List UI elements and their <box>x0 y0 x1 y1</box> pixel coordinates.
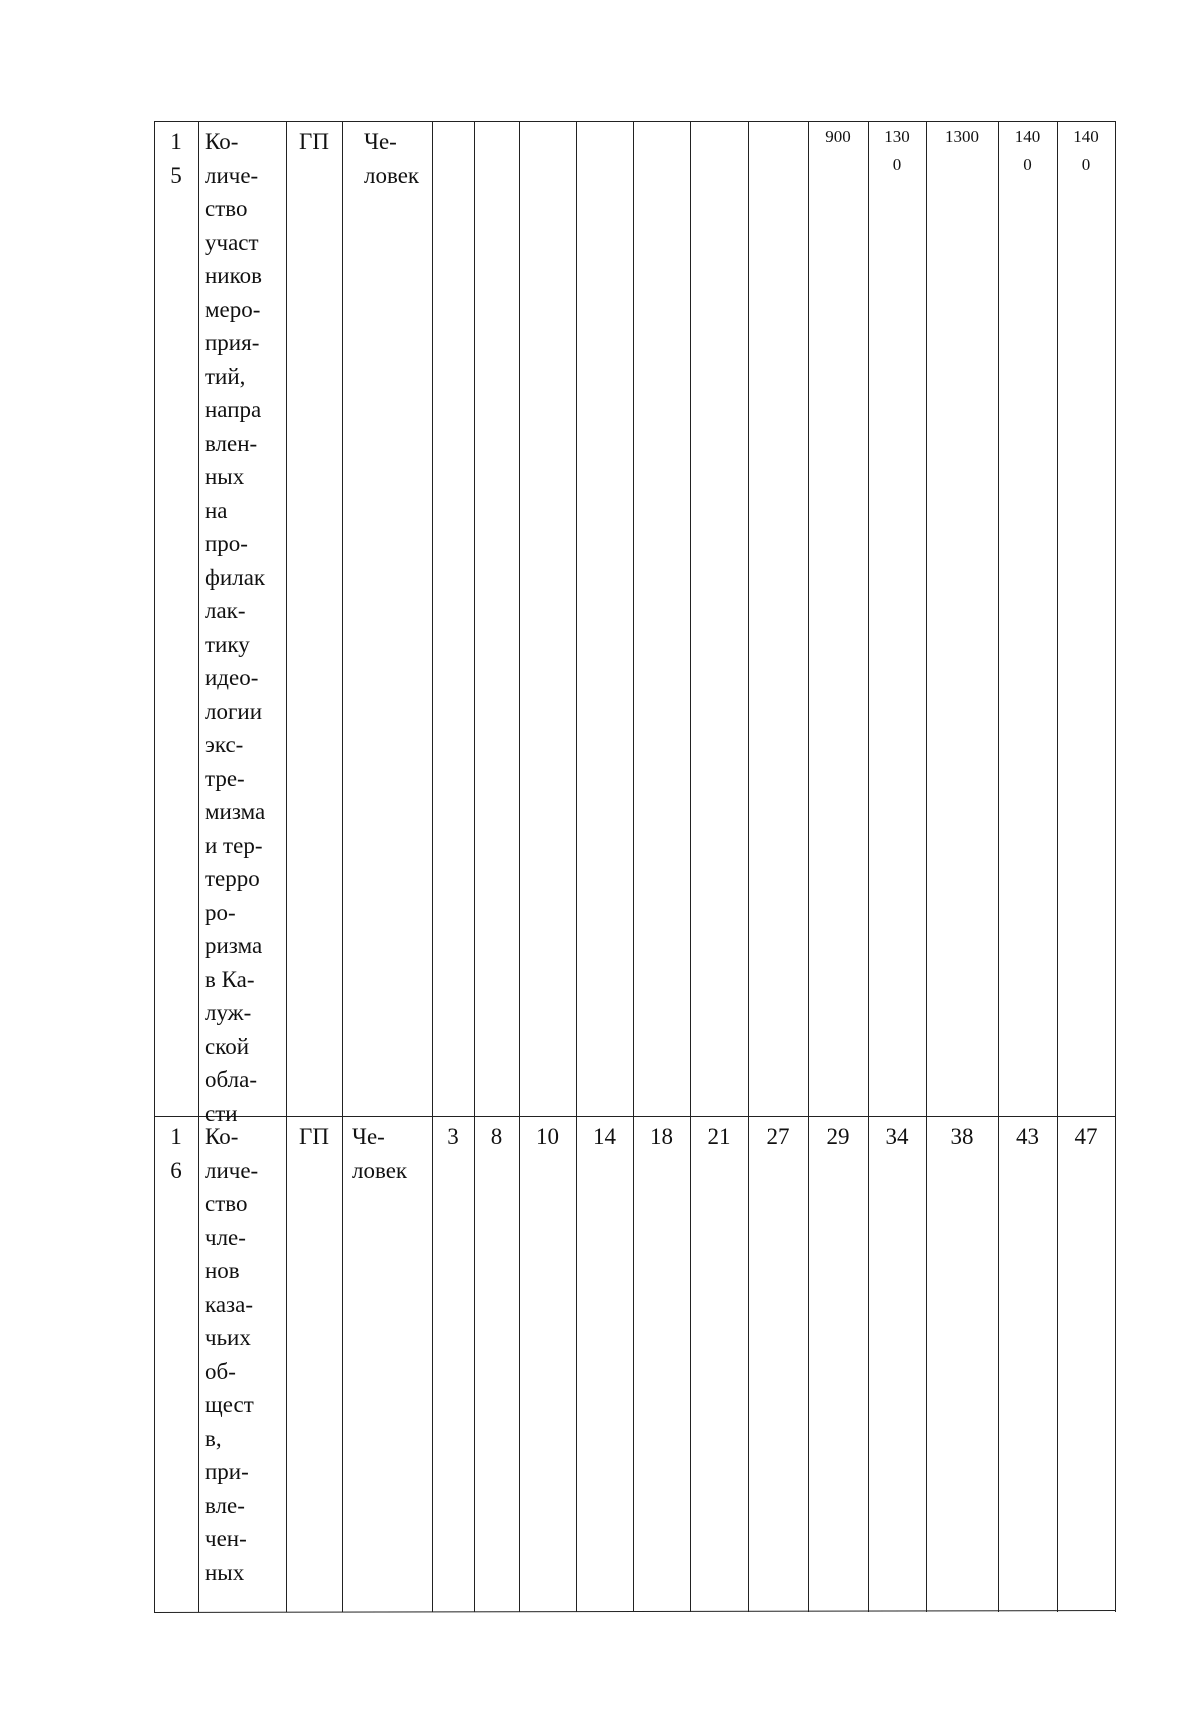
value-cell: 140 0 <box>1014 127 1041 174</box>
table-column-border <box>748 121 749 1612</box>
value-cell: 18 <box>650 1124 673 1149</box>
value-cell: 29 <box>826 1124 850 1149</box>
table-column-border <box>432 121 433 1612</box>
table-column-border <box>286 121 287 1612</box>
row-number-digit: 5 <box>170 163 182 188</box>
value-cell: 10 <box>536 1124 559 1149</box>
value-cell: 38 <box>950 1124 974 1149</box>
value-cell: 900 <box>825 127 851 146</box>
table-column-border <box>154 121 155 1612</box>
row-number-digit: 1 <box>170 129 182 154</box>
indicator-name: Ко- личе- ство участ ников меро- прия- тий, напра влен- ных на про- филак лак- тику идео- логии экс- тре- мизма и тер- терро ро- ризма в Ка- луж- ской обла- сти <box>205 129 266 1126</box>
table-column-border <box>576 121 577 1612</box>
value-cell: 14 <box>593 1124 616 1149</box>
value-cell: 21 <box>707 1124 731 1149</box>
table-column-border <box>690 121 691 1612</box>
table-row-border <box>154 1610 1115 1613</box>
source-cell: ГП <box>299 129 329 154</box>
table-column-border <box>519 121 520 1612</box>
row-number-digit: 6 <box>170 1158 182 1183</box>
table-column-border <box>198 121 199 1612</box>
table-column-border <box>998 121 999 1612</box>
table-row-border <box>154 121 1115 122</box>
table-column-border <box>633 121 634 1612</box>
row-number-digit: 1 <box>170 1124 182 1149</box>
value-cell: 43 <box>1016 1124 1039 1149</box>
source-cell: ГП <box>299 1124 329 1149</box>
indicator-name: Ко- личе- ство чле- нов каза- чьих об- щест в, при- вле- чен- ных <box>205 1124 259 1585</box>
table-row-border <box>154 1116 1115 1117</box>
table-column-border <box>808 121 809 1612</box>
value-cell: 140 0 <box>1073 127 1099 174</box>
value-cell: 8 <box>490 1124 503 1149</box>
value-cell: 27 <box>766 1124 790 1149</box>
value-cell: 3 <box>447 1124 459 1149</box>
unit-cell: Че- ловек <box>364 129 420 188</box>
table-column-border <box>868 121 869 1612</box>
table-column-border <box>926 121 927 1612</box>
table-column-border <box>474 121 475 1612</box>
value-cell: 34 <box>885 1124 909 1149</box>
table-column-border <box>1057 121 1058 1612</box>
value-cell: 47 <box>1074 1124 1098 1149</box>
unit-cell: Че- ловек <box>352 1124 408 1183</box>
table-column-border <box>342 121 343 1612</box>
value-cell: 1300 <box>945 127 979 146</box>
table-column-border <box>1115 121 1116 1612</box>
value-cell: 130 0 <box>884 127 910 174</box>
